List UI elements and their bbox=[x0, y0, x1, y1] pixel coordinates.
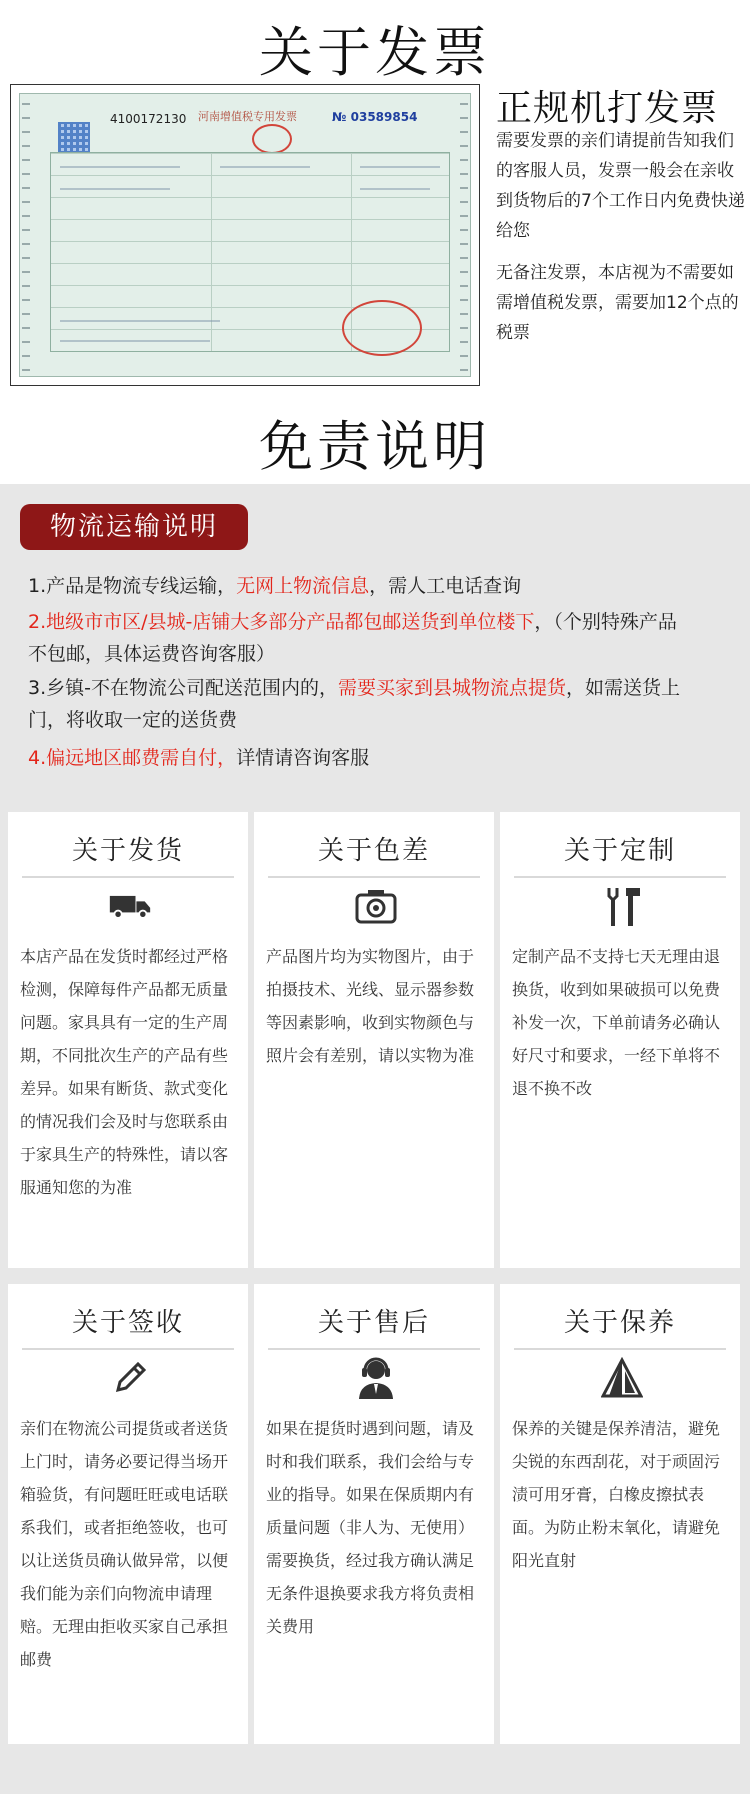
invoice-heading: 正规机打发票 bbox=[496, 88, 719, 129]
logistics-item-1: 1.产品是物流专线运输，无网上物流信息，需人工电话查询 bbox=[28, 575, 522, 597]
card-title: 关于色差 bbox=[317, 836, 430, 866]
card-title: 关于售后 bbox=[317, 1308, 430, 1338]
section-title-disclaimer: 免责说明 bbox=[259, 415, 491, 478]
blurred-text-line bbox=[220, 166, 310, 168]
section-title-invoice: 关于发票 bbox=[259, 21, 491, 84]
card-body: 产品图片均为实物图片，由于拍摄技术、光线、显示器参数等因素影响，收到实物颜色与照片会有差别，请以实物为准 bbox=[266, 947, 475, 1065]
logistics-item-3: 3.乡镇-不在物流公司配送范围内的，需要买家到县城物流点提货，如需送货上门，将收取一定的送货费 bbox=[28, 677, 681, 731]
blurred-text-line bbox=[360, 188, 430, 190]
blurred-text-line bbox=[60, 340, 210, 342]
divider bbox=[514, 1348, 726, 1350]
headset-agent-icon bbox=[354, 1356, 398, 1400]
card-title: 关于签收 bbox=[71, 1308, 184, 1338]
card-body: 亲们在物流公司提货或者送货上门时，请务必要记得当场开箱验货，有问题旺旺或电话联系我们，或者拒绝签收，也可以让送货员确认做异常，以便我们能为亲们向物流申请理赔。无理由拒收买家自己承担邮费 bbox=[20, 1419, 229, 1669]
card-title: 关于发货 bbox=[71, 836, 184, 866]
tractor-holes-left bbox=[22, 94, 30, 377]
invoice-number-left: 4100172130 bbox=[110, 112, 187, 126]
divider bbox=[268, 1348, 480, 1350]
card-body: 如果在提货时遇到问题，请及时和我们联系，我们会给与专业的指导。如果在保质期内有质量问题（非人为、无使用）需要换货，经过我方确认满足无条件退换要求我方将负责相关费用 bbox=[266, 1419, 475, 1636]
card-body: 本店产品在发货时都经过严格检测，保障每件产品都无质量问题。家具具有一定的生产周期，不同批次生产的产品有些差异。如果有断货、款式变化的情况我们会及时与您联系由于家具生产的特殊性，请以客服通知您的为准 bbox=[20, 947, 229, 1197]
card-color-difference bbox=[254, 812, 494, 1268]
camera-icon bbox=[354, 884, 398, 928]
blurred-text-line bbox=[360, 166, 440, 168]
truck-icon bbox=[108, 884, 152, 928]
logistics-badge: 物流运输说明 bbox=[20, 504, 248, 550]
card-receipt bbox=[8, 1284, 248, 1744]
card-body: 定制产品不支持七天无理由退换货，收到如果破损可以免费补发一次，下单前请务必确认好尺寸和要求，一经下单将不退不换不改 bbox=[512, 947, 721, 1098]
triangle-care-icon bbox=[600, 1356, 644, 1400]
invoice-number-right: № 03589854 bbox=[332, 110, 418, 124]
pencil-icon bbox=[108, 1356, 152, 1400]
blurred-text-line bbox=[60, 166, 180, 168]
tools-icon bbox=[600, 884, 644, 928]
invoice-sheet bbox=[19, 93, 471, 377]
card-shipping bbox=[8, 812, 248, 1268]
card-body: 保养的关键是保养清洁，避免尖锐的东西刮花，对于顽固污渍可用牙膏，白橡皮擦拭表面。为防止粉末氧化，请避免阳光直射 bbox=[512, 1419, 721, 1570]
card-title: 关于定制 bbox=[563, 836, 676, 866]
qr-code bbox=[58, 122, 90, 154]
invoice-paragraph-1: 需要发票的亲们请提前告知我们的客服人员，发票一般会在亲收到货物后的7个工作日内免费快递给您 bbox=[496, 131, 745, 241]
invoice-title: 河南增值税专用发票 bbox=[198, 110, 297, 123]
divider bbox=[268, 876, 480, 878]
logistics-item-2: 2.地级市市区/县城-店铺大多部分产品都包邮送货到单位楼下，（个别特殊产品不包邮，具体运费咨询客服） bbox=[28, 611, 677, 665]
stamp-bottom bbox=[342, 300, 422, 356]
stamp-top bbox=[252, 124, 292, 154]
divider bbox=[22, 876, 234, 878]
blurred-text-line bbox=[60, 188, 170, 190]
card-maintenance bbox=[500, 1284, 740, 1744]
logistics-item-4: 4.偏远地区邮费需自付，详情请咨询客服 bbox=[28, 747, 370, 769]
divider bbox=[22, 1348, 234, 1350]
card-after-sales bbox=[254, 1284, 494, 1744]
blurred-text-line bbox=[60, 320, 220, 322]
invoice-paragraph-2: 无备注发票，本店视为不需要如需增值税发票，需要加12个点的税票 bbox=[496, 263, 739, 343]
tractor-holes-right bbox=[460, 94, 468, 377]
divider bbox=[514, 876, 726, 878]
card-title: 关于保养 bbox=[563, 1308, 676, 1338]
invoice-photo bbox=[10, 84, 480, 386]
card-customization bbox=[500, 812, 740, 1268]
